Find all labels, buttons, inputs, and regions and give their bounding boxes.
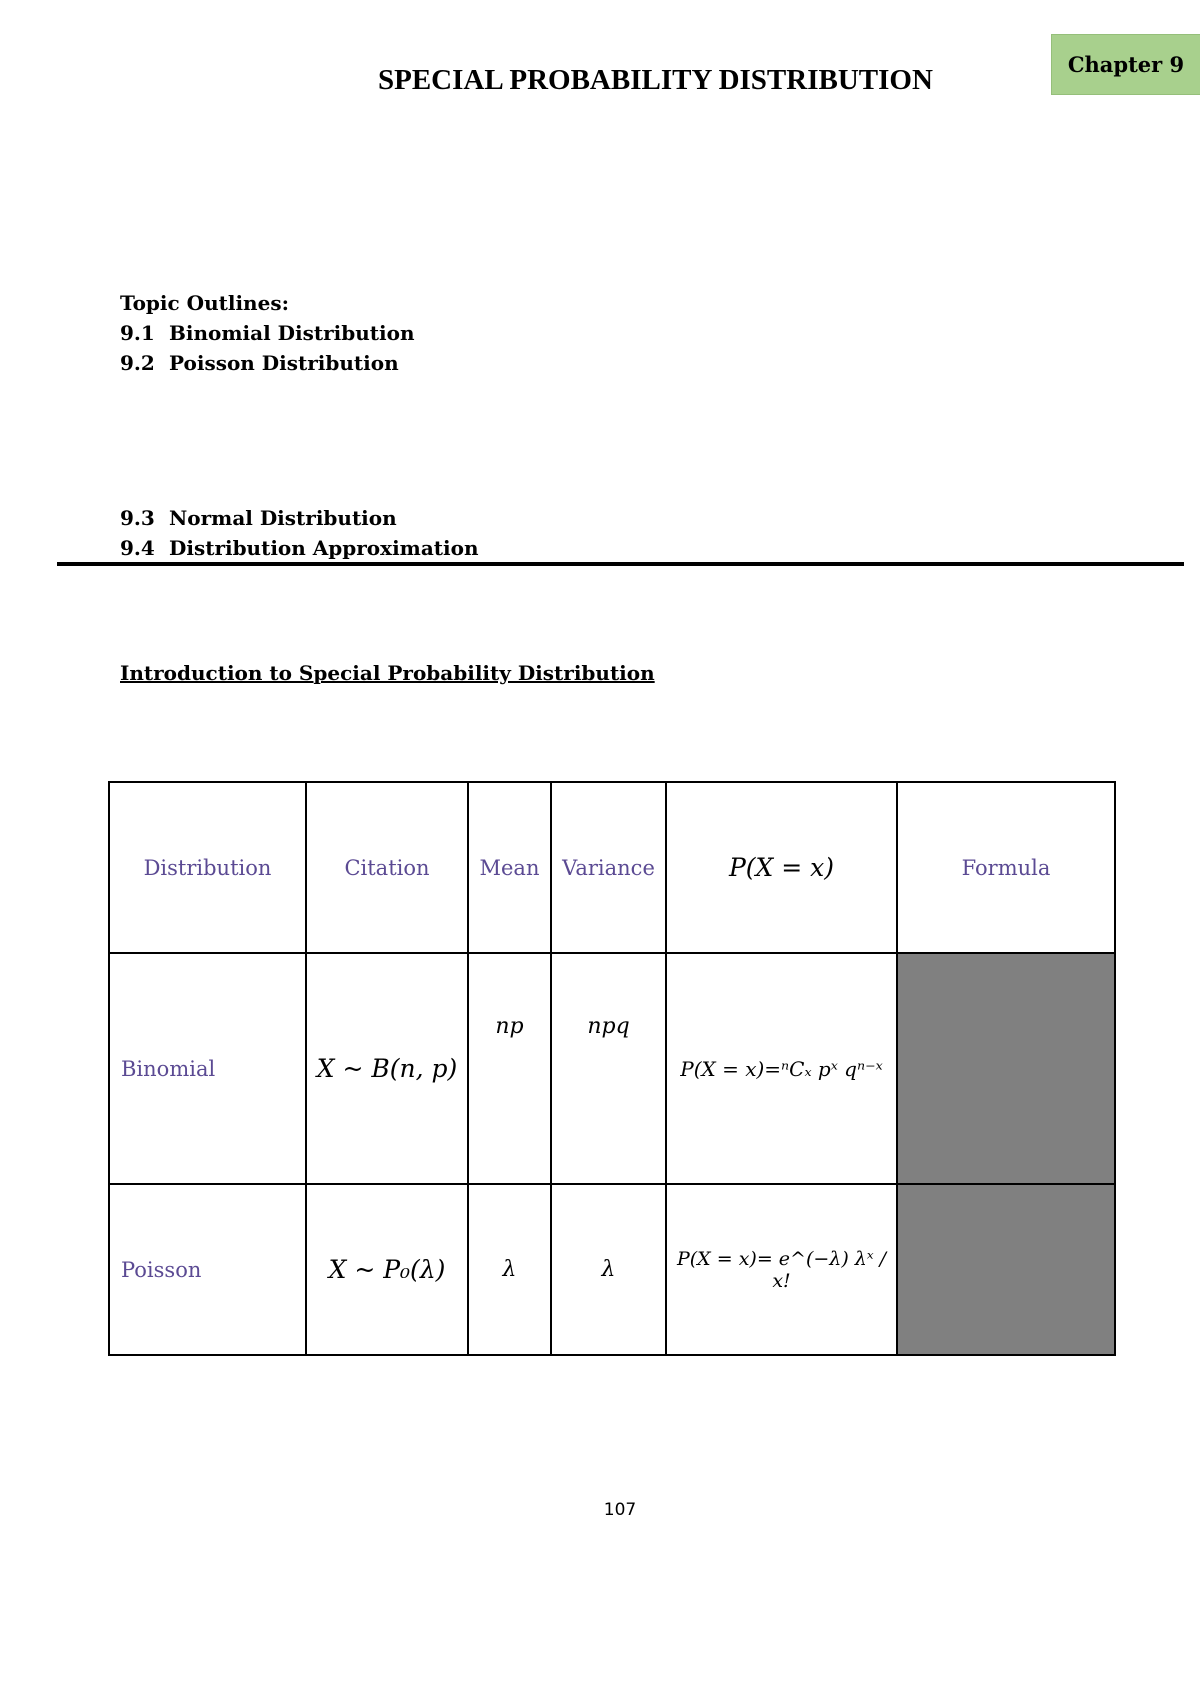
- outline-item: [120, 348, 414, 378]
- cell-mean: [468, 1184, 551, 1355]
- cell-pmf: [666, 1184, 897, 1355]
- outline-item-number: 9.2: [120, 351, 155, 375]
- intro-heading: Introduction to Special Probability Distribution: [120, 661, 655, 685]
- page-title: SPECIAL PROBABILITY DISTRIBUTION: [378, 64, 933, 96]
- distribution-table: [108, 781, 1116, 1356]
- outline-item-number: 9.1: [120, 321, 155, 345]
- table-row: [109, 1184, 1115, 1355]
- cell-distribution: Binomial: [109, 953, 306, 1184]
- cell-citation: [306, 1184, 468, 1355]
- page-number: 107: [603, 1500, 637, 1520]
- outline-item-label: Binomial Distribution: [169, 321, 415, 345]
- pmf-text: P(X = x)= e^(−λ) λˣ / x!: [676, 1247, 887, 1292]
- outline-item-number: 9.3: [120, 506, 155, 530]
- pmf-text: P(X = x)=ⁿCₓ pˣ qⁿ⁻ˣ: [680, 1056, 883, 1081]
- mean-text: λ: [502, 1257, 517, 1282]
- cell-formula: [897, 1184, 1115, 1355]
- chapter-tab: Chapter 9: [1051, 34, 1200, 95]
- outline-item: [120, 503, 479, 533]
- header-formula: Formula: [897, 782, 1115, 953]
- outline-item: [120, 533, 479, 563]
- variance-text: λ: [601, 1257, 616, 1282]
- table-row: [109, 953, 1115, 1184]
- variance-text: npq: [587, 1014, 630, 1039]
- section-divider: [57, 562, 1184, 566]
- header-pmf-label: P(X = x): [728, 853, 835, 882]
- header-mean: Mean: [468, 782, 551, 953]
- cell-formula: [897, 953, 1115, 1184]
- citation-text: X ~ P₀(λ): [328, 1255, 446, 1284]
- topic-outline: [120, 288, 414, 378]
- outline-item-label: Distribution Approximation: [169, 536, 479, 560]
- topic-outline-continued: [120, 503, 479, 563]
- cell-pmf: [666, 953, 897, 1184]
- header-pmf: [666, 782, 897, 953]
- citation-text: X ~ B(n, p): [316, 1054, 458, 1083]
- header-variance: Variance: [551, 782, 666, 953]
- cell-mean: [468, 953, 551, 1184]
- header-citation: Citation: [306, 782, 468, 953]
- cell-distribution: Poisson: [109, 1184, 306, 1355]
- cell-variance: [551, 953, 666, 1184]
- outline-heading: Topic Outlines:: [120, 291, 289, 315]
- cell-variance: [551, 1184, 666, 1355]
- outline-item: [120, 318, 414, 348]
- outline-item-number: 9.4: [120, 536, 155, 560]
- outline-item-label: Normal Distribution: [169, 506, 397, 530]
- header-distribution: Distribution: [109, 782, 306, 953]
- outline-item-label: Poisson Distribution: [169, 351, 399, 375]
- cell-citation: [306, 953, 468, 1184]
- table-header-row: [109, 782, 1115, 953]
- mean-text: np: [495, 1014, 524, 1039]
